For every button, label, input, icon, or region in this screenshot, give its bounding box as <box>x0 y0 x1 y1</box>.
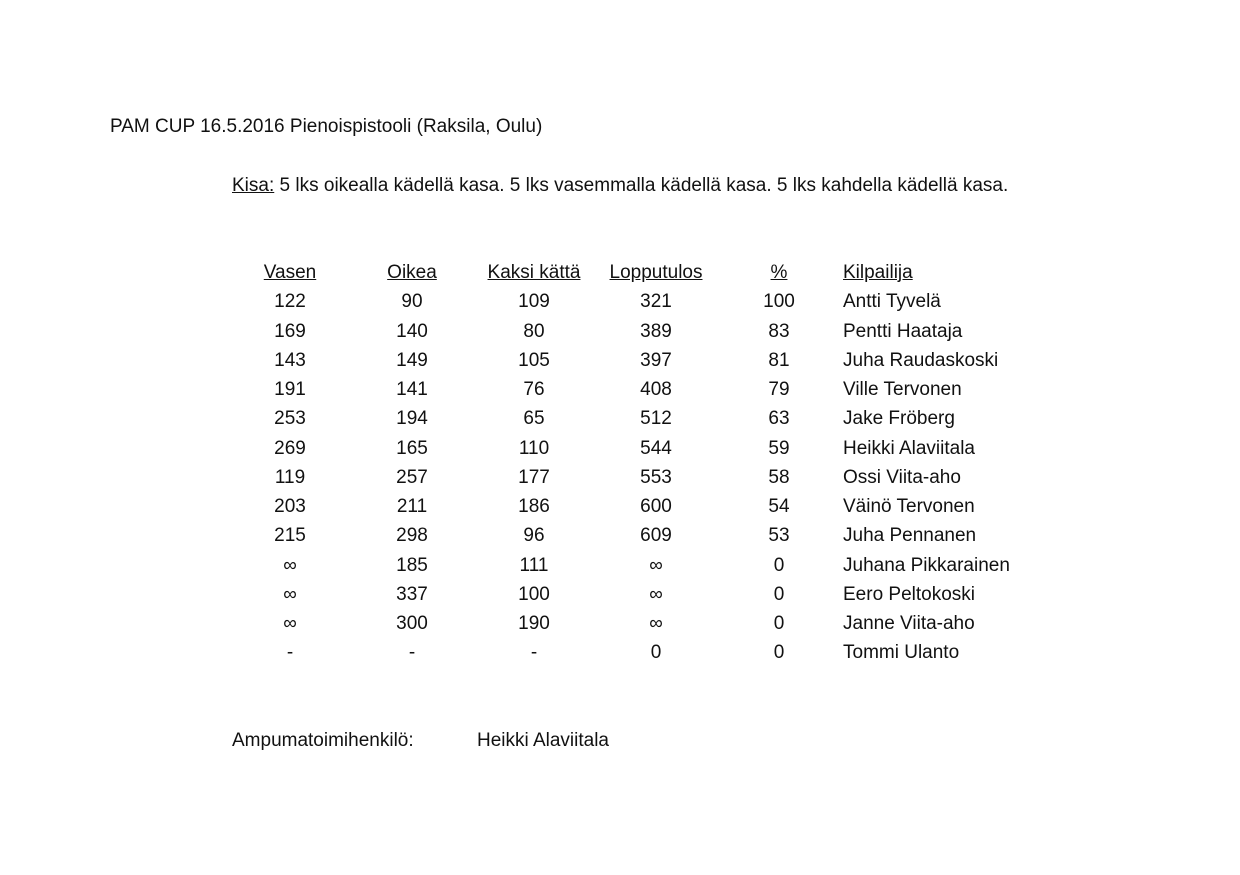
cell-lopputulos: 321 <box>640 291 672 313</box>
cell-oikea: 298 <box>396 525 428 547</box>
range-officer-label: Ampumatoimihenkilö: <box>232 730 414 751</box>
cell-percent: 59 <box>768 437 790 459</box>
cell-percent: 58 <box>768 466 790 488</box>
cell-percent: 81 <box>768 349 790 371</box>
cell-kilpailija: Jake Fröberg <box>843 408 955 430</box>
cell-percent: 53 <box>768 525 790 547</box>
cell-vasen: ∞ <box>283 583 297 605</box>
cell-oikea: 90 <box>401 291 423 313</box>
cell-vasen: 269 <box>274 437 306 459</box>
results-header-row <box>0 258 1240 287</box>
cell-kilpailija: Juhana Pikkarainen <box>843 554 1010 576</box>
cell-percent: 100 <box>763 291 795 313</box>
range-officer-name: Heikki Alaviitala <box>477 730 609 751</box>
cell-lopputulos: 0 <box>650 642 662 664</box>
table-row <box>0 551 1240 580</box>
cell-lopputulos: 512 <box>640 408 672 430</box>
cell-kilpailija: Ossi Viita-aho <box>843 466 961 488</box>
cell-vasen: - <box>286 642 294 664</box>
cell-kaksi-katta: 105 <box>518 349 550 371</box>
cell-oikea: 149 <box>396 349 428 371</box>
cell-kaksi-katta: 190 <box>518 613 550 634</box>
cell-kilpailija: Tommi Ulanto <box>843 642 960 664</box>
table-row <box>0 463 1240 492</box>
cell-oikea: 337 <box>396 583 428 605</box>
cell-percent: 54 <box>768 496 790 517</box>
results-table <box>0 258 1240 668</box>
cell-kaksi-katta: 109 <box>518 291 550 313</box>
cell-oikea: 141 <box>396 379 428 400</box>
cell-kaksi-katta: 65 <box>523 408 545 430</box>
cell-vasen: 253 <box>274 408 306 430</box>
header-lopputulos: Lopputulos <box>609 262 703 283</box>
table-row <box>0 521 1240 550</box>
cell-kaksi-katta: 76 <box>523 379 545 400</box>
cell-lopputulos: 397 <box>640 349 672 371</box>
cell-percent: 63 <box>768 408 790 430</box>
cell-vasen: ∞ <box>283 554 297 576</box>
competition-label: Kisa: <box>232 175 275 196</box>
cell-lopputulos: ∞ <box>649 583 663 605</box>
cell-percent: 83 <box>768 320 790 342</box>
table-row <box>0 492 1240 521</box>
table-row <box>0 317 1240 346</box>
cell-vasen: 169 <box>274 320 306 342</box>
cell-oikea: - <box>408 642 416 664</box>
cell-kilpailija: Juha Raudaskoski <box>843 349 999 371</box>
document-title: PAM CUP 16.5.2016 Pienoispistooli (Raksila, Oulu) <box>110 116 543 137</box>
cell-lopputulos: 408 <box>640 379 672 400</box>
cell-kaksi-katta: 177 <box>518 466 550 488</box>
cell-oikea: 185 <box>396 554 428 576</box>
cell-percent: 0 <box>773 613 785 634</box>
cell-vasen: 122 <box>274 291 306 313</box>
table-row <box>0 404 1240 433</box>
cell-lopputulos: 600 <box>640 496 672 517</box>
cell-oikea: 194 <box>396 408 428 430</box>
cell-kilpailija: Eero Peltokoski <box>843 583 976 605</box>
cell-kaksi-katta: 96 <box>523 525 545 547</box>
cell-lopputulos: 553 <box>640 466 672 488</box>
cell-oikea: 257 <box>396 466 428 488</box>
competition-description <box>232 175 1008 197</box>
cell-kilpailija: Antti Tyvelä <box>843 291 941 313</box>
table-row <box>0 434 1240 463</box>
cell-percent: 0 <box>773 583 785 605</box>
cell-lopputulos: ∞ <box>649 613 663 634</box>
cell-lopputulos: 389 <box>640 320 672 342</box>
cell-vasen: ∞ <box>283 613 297 634</box>
cell-kaksi-katta: 80 <box>523 320 545 342</box>
header-kaksi-katta: Kaksi kättä <box>487 262 581 283</box>
cell-kaksi-katta: 110 <box>518 437 550 459</box>
cell-kilpailija: Pentti Haataja <box>843 320 963 342</box>
cell-kilpailija: Väinö Tervonen <box>843 496 975 517</box>
competition-text: 5 lks oikealla kädellä kasa. 5 lks vasemmalla kädellä kasa. 5 lks kahdella kädellä kasa. <box>274 175 1009 196</box>
cell-kaksi-katta: 111 <box>519 554 549 576</box>
cell-kaksi-katta: - <box>530 642 538 664</box>
cell-vasen: 143 <box>274 349 306 371</box>
header-kilpailija: Kilpailija <box>843 262 913 283</box>
cell-vasen: 191 <box>274 379 306 400</box>
cell-oikea: 211 <box>396 496 428 517</box>
cell-lopputulos: 609 <box>640 525 672 547</box>
cell-oikea: 300 <box>396 613 428 634</box>
cell-oikea: 140 <box>396 320 428 342</box>
cell-vasen: 119 <box>274 466 306 488</box>
cell-kilpailija: Janne Viita-aho <box>843 613 975 634</box>
header-vasen: Vasen <box>263 262 317 283</box>
cell-percent: 0 <box>773 642 785 664</box>
cell-kilpailija: Heikki Alaviitala <box>843 437 975 459</box>
table-row <box>0 375 1240 404</box>
cell-percent: 0 <box>773 554 785 576</box>
table-row <box>0 609 1240 638</box>
cell-kilpailija: Ville Tervonen <box>843 379 962 400</box>
table-row <box>0 580 1240 609</box>
cell-lopputulos: 544 <box>640 437 672 459</box>
range-officer <box>232 730 609 752</box>
cell-kaksi-katta: 186 <box>518 496 550 517</box>
cell-kaksi-katta: 100 <box>518 583 550 605</box>
cell-vasen: 215 <box>274 525 306 547</box>
cell-percent: 79 <box>768 379 790 400</box>
cell-kilpailija: Juha Pennanen <box>843 525 977 547</box>
header-oikea: Oikea <box>387 262 437 283</box>
cell-lopputulos: ∞ <box>649 554 663 576</box>
table-row <box>0 287 1240 316</box>
cell-vasen: 203 <box>274 496 306 517</box>
header-percent: % <box>770 262 788 283</box>
results-rows <box>0 287 1240 667</box>
table-row <box>0 638 1240 667</box>
cell-oikea: 165 <box>396 437 428 459</box>
table-row <box>0 346 1240 375</box>
